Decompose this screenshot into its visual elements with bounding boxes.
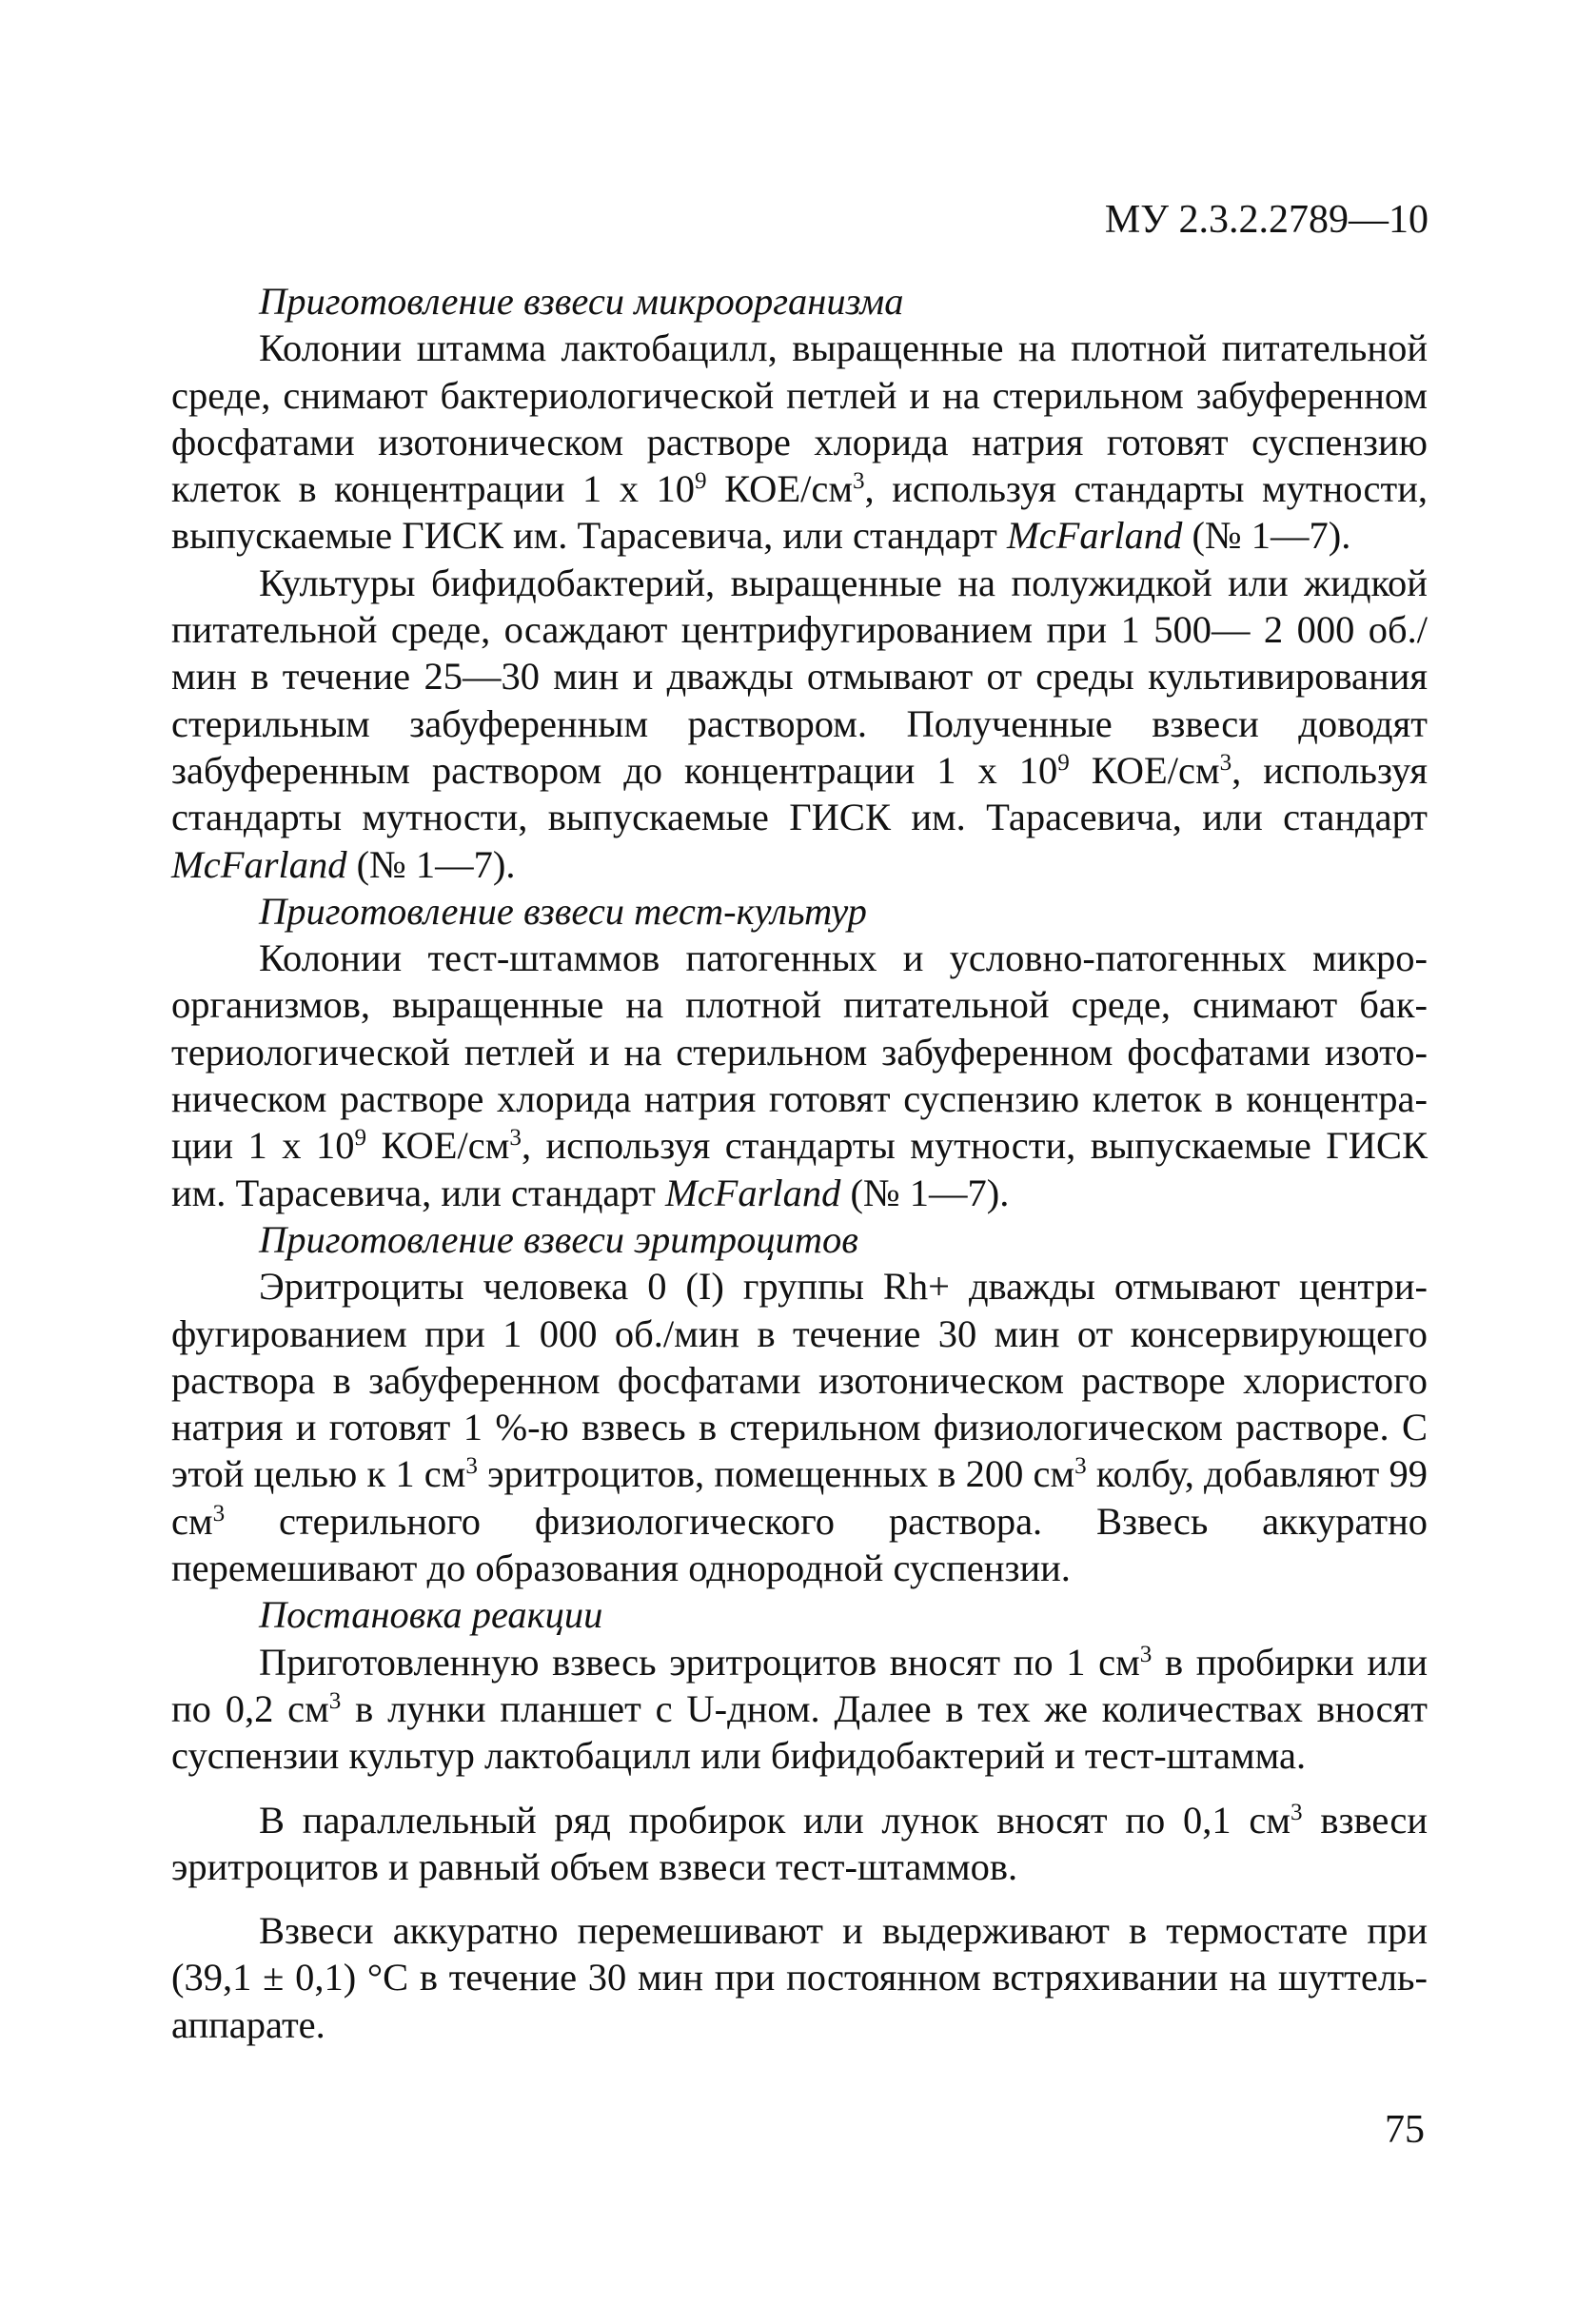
paragraph-test-strain-colonies: Колонии тест-штаммов патогенных и условно-патогенных микроорганизмов, выращенные на плотной питательной среде, снимают бактериологической петлей и на стерильном забуференном фосфатами изотоническом растворе хлорида натрия готовят суспензию клеток в концентрации 1 х $10^9$ КОЕ/$см^3$, используя стандарты мутности, выпускаемые ГИСК им. Тарасевича, или стандарт McFarland (№ 1—7).: [171, 936, 1428, 1214]
brand-mcfarland: McFarland: [1006, 514, 1183, 558]
document-body: [171, 278, 1428, 2048]
section-title-erythrocytes: Приготовление взвеси эритроцитов: [259, 1217, 858, 1261]
paragraph-erythrocytes-preparation: Эритроциты человека 0 (I) группы Rh+ дважды отмывают центрифугированием при 1 000 об./мин в течение 30 мин от консервирующего раствора в забуференном фосфатами изотоническом растворе хлористого натрия и готовят 1 %-ю взвесь в стерильном физиологическом растворе. С этой целью к 1 $см^3$ эритроцитов, помещенных в 200 $см^3$ колбу, добавляют 99 $см^3$ стерильного физиологического раствора. Взвесь аккуратно перемешивают до образования однородной суспензии.: [171, 1265, 1429, 1590]
paragraph-reaction-setup: Приготовленную взвесь эритроцитов вносят по 1 $см^3$ в пробирки или по 0,2 $см^3$ в лунки планшет с U-дном. Далее в тех же количествах вносят суспензии культур лактобацилл или бифидобактерий и тест-штамма.: [171, 1640, 1428, 1778]
section-title-microorganism-suspension: Приготовление взвеси микроорганизма: [259, 280, 904, 323]
paragraph-bifidobacteria-cultures: Культуры бифидобактерий, выращенные на полужидкой или жидкой питательной среде, осаждают центрифугированием при 1 500— 2 000 об./мин в течение 25—30 мин и дважды отмывают от среды культивирования стерильным забуференным раствором. Полученные взвеси доводят забуференным раствором до концентрации 1 х $10^9$ КОЕ/$см^3$, используя стандарты мутности, выпускаемые ГИСК им. Тарасевича, или стандарт McFarland (№ 1—7).: [171, 561, 1428, 886]
section-title-reaction-setup: Постановка реакции: [259, 1593, 603, 1637]
brand-mcfarland: McFarland: [171, 842, 347, 886]
paragraph-lactobacilli-colonies: Колонии штамма лактобацилл, выращенные на плотной питательной среде, снимают бактериологической петлей и на стерильном забуференном фосфатами изотоническом растворе хлорида натрия готовят суспензию клеток в концентрации 1 х $10^9$ КОЕ/$см^3$, используя стандарты мутности, выпускаемые ГИСК им. Тарасевича, или стандарт McFarland (№ 1—7).: [171, 326, 1429, 558]
page-number: 75: [1385, 2108, 1425, 2152]
paragraph-incubation: Взвеси аккуратно перемешивают и выдерживают в термостате при (39,1 ± 0,1) °С в течение 30 мин при постоянном встряхивании на шуттель-аппарате.: [171, 1909, 1428, 2046]
brand-mcfarland: McFarland: [664, 1171, 841, 1214]
section-title-test-cultures: Приготовление взвеси тест-культур: [259, 889, 867, 933]
paragraph-parallel-row: В параллельный ряд пробирок или лунок вносят по 0,1 $см^3$ взвеси эритроцитов и равный объем взвеси тест-штаммов.: [171, 1798, 1428, 1888]
document-code-header: МУ 2.3.2.2789—10: [1104, 198, 1429, 242]
